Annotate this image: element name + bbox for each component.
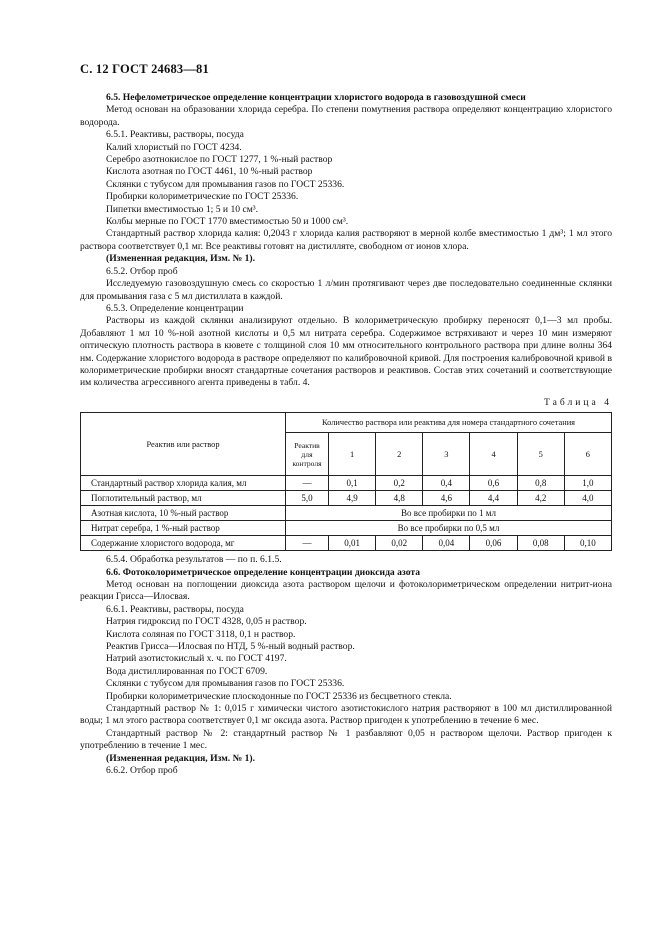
reagent-item: Натрий азотистокислый х. ч. по ГОСТ 4197. xyxy=(106,653,287,665)
table-caption: Таблица 4 xyxy=(543,396,612,408)
edit-note: (Измененная редакция, Изм. № 1). xyxy=(106,253,256,265)
table-cell: 0,01 xyxy=(329,536,376,551)
reagent-item: Калий хлористый по ГОСТ 4234. xyxy=(106,141,242,153)
table-cell: 4,2 xyxy=(517,491,564,506)
edit-note: (Измененная редакция, Изм. № 1). xyxy=(106,752,256,764)
table-header-number: 2 xyxy=(376,433,423,476)
section-6-6-1-heading: 6.6.1. Реактивы, растворы, посуда xyxy=(106,603,244,615)
section-6-5-2-heading: 6.5.2. Отбор проб xyxy=(106,265,178,277)
section-6-6-title: 6.6. Фотоколориметрическое определение концентрации диоксида азота xyxy=(106,566,421,578)
table-cell: 5,0 xyxy=(286,491,329,506)
table-cell: 0,2 xyxy=(376,476,423,491)
table-cell: 4,9 xyxy=(329,491,376,506)
table-cell: 0,02 xyxy=(376,536,423,551)
reagent-item: Пробирки колориметрические плоскодонные по ГОСТ 25336 из бесцветного стекла. xyxy=(106,690,452,702)
reagent-item: Склянки с тубусом для промывания газов по ГОСТ 25336. xyxy=(106,678,345,690)
table-cell: 0,10 xyxy=(564,536,611,551)
table-cell: 4,0 xyxy=(564,491,611,506)
table-row xyxy=(81,521,612,536)
section-6-5-3-text: Растворы из каждой склянки анализируют отдельно. В колориметрическую пробирку переносят 0,1—3 мл пробы. Добавляют 1 мл 10 %-ной азотной кислоты и 0,5 мл нитрата серебра. Содержимое встряхивают и через 10 мин измеряют оптическую плотность раствора в кювете с толщиной слоя 10 мм относительного контрольного раствора при длине волны 364 нм. Содержание хлористого водорода в растворе определяют по калибровочной кривой. Для построения калибровочной кривой в колориметрические пробирки вносят стандартные сочетания растворов и реактивов. Состав этих сочетаний и соответствующие им количества агрессивного агента приведены в табл. 4. xyxy=(80,315,612,389)
table-cell: 0,08 xyxy=(517,536,564,551)
section-6-5-4: 6.5.4. Обработка результатов — по п. 6.1.5. xyxy=(106,554,282,566)
reagent-item: Склянки с тубусом для промывания газов по ГОСТ 25336. xyxy=(106,178,345,190)
table-header-reagent: Реактив или раствор xyxy=(81,413,286,476)
table-header-number: 1 xyxy=(329,433,376,476)
table-cell: 1,0 xyxy=(564,476,611,491)
table-header-number: 6 xyxy=(564,433,611,476)
table-merged-cell: Во все пробирки по 1 мл xyxy=(286,506,612,521)
table-header-group: Количество раствора или реактива для номера стандартного сочетания xyxy=(286,413,612,433)
reagent-item: Реактив Грисса—Илосвая по НТД, 5 %-ный водный раствор. xyxy=(106,641,355,652)
reagent-item: Колбы мерные по ГОСТ 1770 вместимостью 50 и 1000 см³. xyxy=(106,216,349,228)
table-row-label: Нитрат серебра, 1 %-ный раствор xyxy=(81,521,286,536)
table-cell: 0,1 xyxy=(329,476,376,491)
section-6-5-method: Метод основан на образовании хлорида серебра. По степени помутнения раствора определяют концентрацию хлористого водорода. xyxy=(80,104,612,128)
table-row-label: Азотная кислота, 10 %-ный раствор xyxy=(81,506,286,521)
table-row xyxy=(81,536,612,551)
table-cell: 4,8 xyxy=(376,491,423,506)
table-cell: 4,4 xyxy=(470,491,517,506)
table-cell: 0,4 xyxy=(423,476,470,491)
reagent-item: Серебро азотнокислое по ГОСТ 1277, 1 %-ный раствор xyxy=(106,154,333,166)
reagent-item: Кислота соляная по ГОСТ 3118, 0,1 н раствор. xyxy=(106,628,296,640)
table-cell: 0,8 xyxy=(517,476,564,491)
table-cell: — xyxy=(286,536,329,551)
reagent-item: Пробирки колориметрические по ГОСТ 25336. xyxy=(106,191,299,203)
reagent-item: Кислота азотная по ГОСТ 4461, 10 %-ный раствор xyxy=(106,166,313,178)
table-cell: — xyxy=(286,476,329,491)
table-cell: 0,6 xyxy=(470,476,517,491)
table-cell: 4,6 xyxy=(423,491,470,506)
table-row-label: Содержание хлористого водорода, мг xyxy=(81,536,286,551)
standard-solution-2-text: Стандартный раствор № 2: стандартный раствор № 1 разбавляют 0,05 н раствором щелочи. Раствор пригоден к употреблению в течение 1 мес. xyxy=(80,727,612,752)
section-6-5-title: 6.5. Нефелометрическое определение концентрации хлористого водорода в газовоздушной смеси xyxy=(106,92,526,103)
standard-solution-1-text: Стандартный раствор № 1: 0,015 г химически чистого азотистокислого натрия растворяют в 100 мл дистиллированной воды; 1 мл этого раствора соответствует 0,1 мг оксида азота. Раствор пригоден к употреблению в течение 6 мес. xyxy=(80,703,612,727)
reagent-item: Натрия гидроксид по ГОСТ 4328, 0,05 н раствор. xyxy=(106,616,307,628)
table-merged-cell: Во все пробирки по 0,5 мл xyxy=(286,521,612,536)
table-4 xyxy=(80,412,612,551)
table-row xyxy=(81,491,612,506)
section-6-6-2-heading: 6.6.2. Отбор проб xyxy=(106,765,178,777)
table-header-number: 5 xyxy=(517,433,564,476)
section-6-5-1-heading: 6.5.1. Реактивы, растворы, посуда xyxy=(106,129,244,141)
table-cell: 0,04 xyxy=(423,536,470,551)
page-header: С. 12 ГОСТ 24683—81 xyxy=(80,62,209,76)
section-6-5-2-text: Исследуемую газовоздушную смесь со скоростью 1 л/мин протягивают через две последовательно соединенные склянки для промывания газа с 5 мл дистиллата в каждой. xyxy=(80,278,612,302)
table-header-number: 3 xyxy=(423,433,470,476)
document-body xyxy=(80,92,612,777)
table-row-label: Поглотительный раствор, мл xyxy=(81,491,286,506)
table-header-control: Реактив для контроля xyxy=(286,433,329,476)
table-header-number: 4 xyxy=(470,433,517,476)
reagent-item: Вода дистиллированная по ГОСТ 6709. xyxy=(106,665,268,677)
table-row-label: Стандартный раствор хлорида калия, мл xyxy=(81,476,286,491)
section-6-6-method: Метод основан на поглощении диоксида азота раствором щелочи и фотоколориметрическом определении нитрит-иона реакции Грисса—Илосвая. xyxy=(80,578,612,603)
standard-solution-text: Стандартный раствор хлорида калия: 0,2043 г хлорида калия растворяют в мерной колбе вместимостью 1 дм³; 1 мл этого раствора соответствует 0,1 мг. Все реактивы готовят на дистилляте, свободном от ионов хлора. xyxy=(80,228,612,252)
reagent-item: Пипетки вместимостью 1; 5 и 10 см³. xyxy=(106,203,259,215)
section-6-5-3-heading: 6.5.3. Определение концентрации xyxy=(106,302,244,314)
table-cell: 0,06 xyxy=(470,536,517,551)
table-row xyxy=(81,476,612,491)
table-row xyxy=(81,506,612,521)
